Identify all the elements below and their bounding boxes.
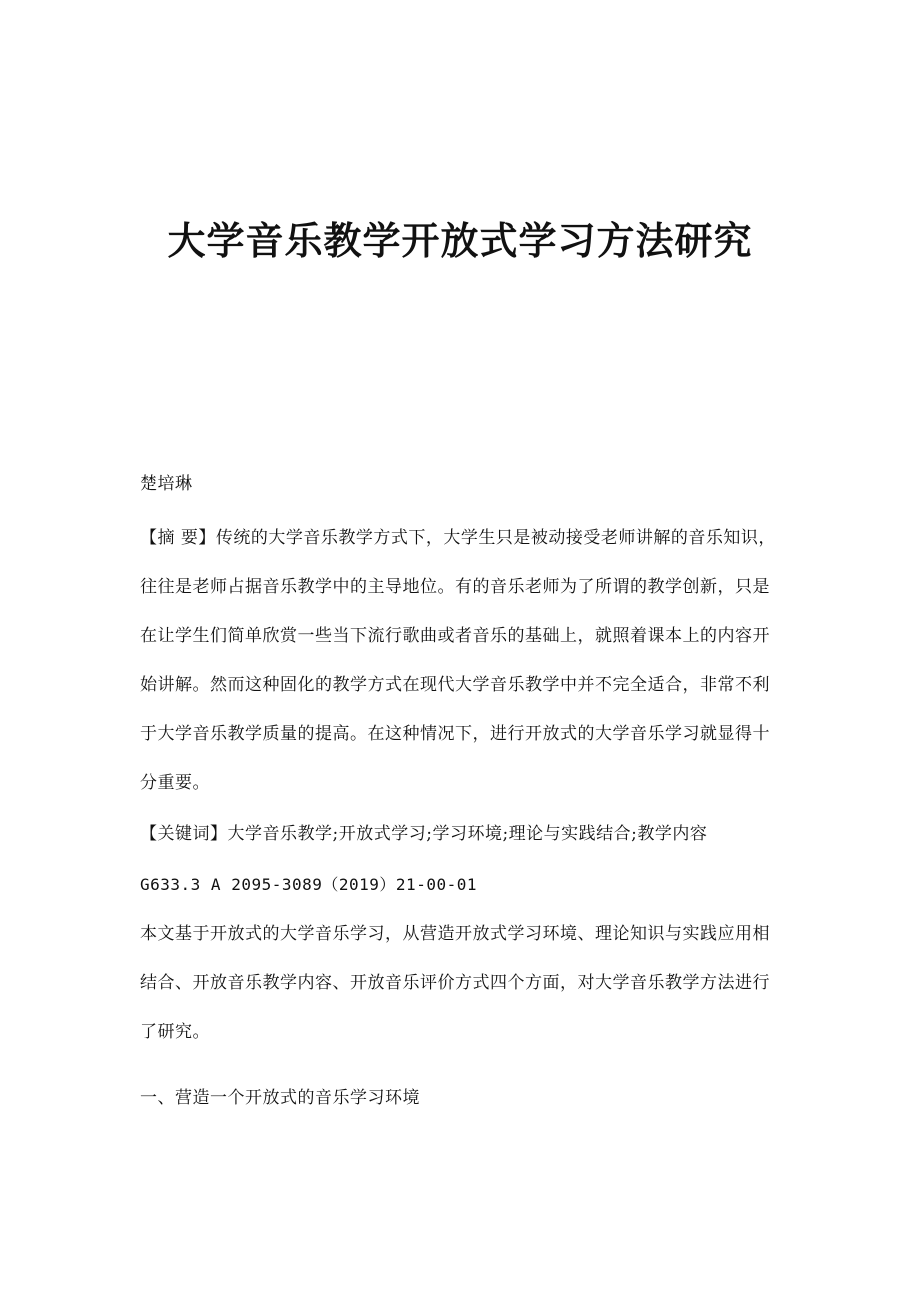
abstract-text: 传统的大学音乐教学方式下，大学生只是被动接受老师讲解的音乐知识，往往是老师占据音乐教学中的主导地位。有的音乐老师为了所谓的教学创新，只是在让学生们简单欣赏一些当下流行歌曲或者音乐的基础上，就照着课本上的内容开始讲解。然而这种固化的教学方式在现代大学音乐教学中并不完全适合，非常不利于大学音乐教学质量的提高。在这种情况下，进行开放式的大学音乐学习就显得十分重要。	[140, 528, 776, 793]
keywords-paragraph	[140, 810, 780, 859]
keywords-text: 大学音乐教学;开放式学习;学习环境;理论与实践结合;教学内容	[227, 824, 708, 844]
author-name: 楚培琳	[140, 474, 193, 494]
abstract-paragraph	[140, 514, 780, 808]
section-heading: 一、营造一个开放式的音乐学习环境	[140, 1088, 420, 1108]
paper-title: 大学音乐教学开放式学习方法研究	[167, 218, 753, 263]
classification-code: G633.3 A 2095-3089（2019）21-00-01	[140, 875, 477, 894]
keywords-label: 【关键词】	[140, 824, 228, 844]
intro-paragraph: 本文基于开放式的大学音乐学习，从营造开放式学习环境、理论知识与实践应用相结合、开放音乐教学内容、开放音乐评价方式四个方面，对大学音乐教学方法进行了研究。	[140, 924, 770, 1042]
abstract-label: 【摘 要】	[140, 528, 216, 548]
